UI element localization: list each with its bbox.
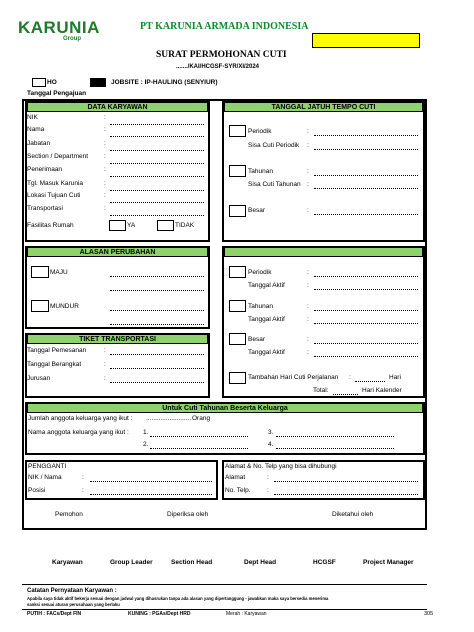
mundur-checkbox[interactable] <box>31 300 49 312</box>
besar-label: Besar <box>248 207 265 214</box>
colon: : <box>307 282 309 289</box>
keluarga-line-1[interactable] <box>150 436 248 437</box>
data-karyawan-label: Nama <box>27 126 45 133</box>
catatan-note-1: Apabila saya tidak aktif bekerja sesuai dengan jadwal yang dihasrukan tanpa ada alasan yang dipertanggung - jawabkan maka saya bersedia menerima <box>27 596 329 601</box>
tiket-header: TIKET TRANSPORTASI <box>27 334 208 344</box>
colon: : <box>104 114 106 121</box>
colon: : <box>307 303 309 310</box>
footer-bottom-line <box>22 609 427 610</box>
maju-line-2[interactable] <box>110 290 204 291</box>
ch-tahunan-aktif-label: Tanggal Aktif <box>248 316 285 323</box>
ch-tahunan-line[interactable] <box>314 310 418 311</box>
colon: : <box>267 487 269 494</box>
colon: : <box>307 181 309 188</box>
colon: : <box>104 192 106 199</box>
colon: : <box>307 316 309 323</box>
ch-tahunan-label: Tahunan <box>248 303 273 310</box>
colon: : <box>307 349 309 356</box>
keluarga-no-1: 1. <box>143 429 149 436</box>
orang-label: Orang <box>192 415 211 422</box>
pengganti-posisi-label: Posisi <box>28 487 46 494</box>
logo-text: KARUNIA <box>18 18 100 37</box>
ho-label: HO <box>47 79 57 86</box>
ch-periodik-aktif-label: Tanggal Aktif <box>248 282 285 289</box>
data-karyawan-line[interactable] <box>110 190 204 191</box>
pengganti-title: PENGGANTI <box>28 463 67 470</box>
maju-line-1[interactable] <box>110 276 204 277</box>
data-karyawan-label: Jabatan <box>27 140 51 147</box>
alasan-perubahan-header: ALASAN PERUBAHAN <box>27 247 208 257</box>
data-karyawan-line[interactable] <box>110 136 204 137</box>
data-karyawan-line[interactable] <box>110 124 204 125</box>
keluarga-line-2[interactable] <box>150 448 248 449</box>
colon: : <box>104 375 106 382</box>
colon: : <box>349 374 351 381</box>
colon: : <box>104 126 106 133</box>
data-karyawan-line[interactable] <box>110 176 204 177</box>
periodik-line[interactable] <box>314 135 418 136</box>
keluarga-header: Untuk Cuti Tahunan Beserta Keluarga <box>27 403 423 413</box>
colon: : <box>307 142 309 149</box>
tiket-line[interactable] <box>110 382 204 383</box>
signature-role: Karyawan <box>52 559 83 566</box>
total-label: Total: <box>313 387 329 394</box>
signature-role: Group Leader <box>110 559 153 566</box>
jumlah-dots[interactable]: ......................... <box>146 415 192 422</box>
colon: : <box>82 487 84 494</box>
colon: : <box>104 166 106 173</box>
catatan-label: Catatan Pernyataan Karyawan : <box>27 588 117 594</box>
alamat-title: Alamat & No. Telp yang bisa dihubungi <box>225 463 337 470</box>
hari-kalender-label: Hari Kalender <box>362 387 402 394</box>
logo-subtext: Group <box>63 36 81 42</box>
mundur-line-2[interactable] <box>110 324 204 325</box>
alasan-perubahan-panel <box>25 246 210 329</box>
merah-label: Merah : Karyawan <box>226 611 267 617</box>
tambahan-label: Tambahan Hari Cuti Perjalanan <box>248 374 339 381</box>
signature-role: HCGSF <box>313 559 336 566</box>
keluarga-line-4[interactable] <box>276 448 394 449</box>
tiket-label: Tanggal Berangkat <box>27 361 82 368</box>
alamat-line[interactable] <box>274 481 418 482</box>
company-name: PT KARUNIA ARMADA INDONESIA <box>140 21 309 32</box>
tidak-label: TIDAK <box>175 222 195 229</box>
telp-label: No. Telp. <box>225 487 251 494</box>
form-title: SURAT PERMOHONAN CUTI <box>156 50 287 60</box>
ya-label: YA <box>127 222 136 229</box>
form-number: ......./KAI/HCGSF-SYR/XI/2024 <box>176 64 260 70</box>
colon: : <box>82 474 84 481</box>
tanggal-pengajuan-label: Tanggal Pengajuan <box>27 90 87 97</box>
yellow-box[interactable] <box>312 33 420 48</box>
periodik-checkbox[interactable] <box>229 125 246 137</box>
data-karyawan-line[interactable] <box>110 202 204 203</box>
alamat-label: Alamat <box>225 474 246 481</box>
company-logo <box>18 18 98 48</box>
data-karyawan-label: Tgl. Masuk Karunia <box>27 180 83 187</box>
keluarga-line-3[interactable] <box>276 436 394 437</box>
sisa-tahunan-line[interactable] <box>314 188 418 189</box>
colon: : <box>307 336 309 343</box>
mundur-label: MUNDUR <box>50 303 79 310</box>
data-karyawan-label: Penerimaan <box>27 166 63 173</box>
ch-periodik-label: Periodik <box>248 269 272 276</box>
tiket-line[interactable] <box>110 368 204 369</box>
maju-label: MAJU <box>50 269 68 276</box>
pengganti-posisi-line[interactable] <box>90 494 212 495</box>
tahunan-line[interactable] <box>314 175 418 176</box>
pengganti-nik-label: NIK / Nama <box>28 474 62 481</box>
mundur-line-1[interactable] <box>110 310 204 311</box>
diperiksa-label: Diperiksa oleh <box>167 511 209 518</box>
jatuh-tempo-header: TANGGAL JATUH TEMPO CUTI <box>224 102 423 112</box>
jumlah-label: Jumlah anggota keluarga yang ikut : <box>28 415 133 422</box>
data-karyawan-label: Transportasi <box>27 205 63 212</box>
ch-periodik-aktif-line[interactable] <box>314 289 418 290</box>
ch-periodik-line[interactable] <box>314 276 418 277</box>
pengganti-nik-line[interactable] <box>90 481 212 482</box>
tiket-label: Tanggal Pemesanan <box>27 347 87 354</box>
ch-besar-aktif-label: Tanggal Aktif <box>248 349 285 356</box>
sisa-periodik-line[interactable] <box>314 149 418 150</box>
perubahan-right-header <box>224 247 423 257</box>
ho-checkbox[interactable] <box>32 78 46 87</box>
data-karyawan-label: NIK <box>27 114 38 121</box>
data-karyawan-line[interactable] <box>110 150 204 151</box>
ch-besar-line[interactable] <box>314 343 418 344</box>
ch-tahunan-aktif-line[interactable] <box>314 323 418 324</box>
tahunan-label: Tahunan <box>248 168 273 175</box>
total-line[interactable] <box>333 394 358 395</box>
telp-line[interactable] <box>274 494 418 495</box>
signature-role: Project Manager <box>363 559 414 566</box>
data-karyawan-line[interactable] <box>110 163 204 164</box>
data-karyawan-label: Lokasi Tujuan Cuti <box>27 192 81 199</box>
tiket-line[interactable] <box>110 354 204 355</box>
keluarga-no-2: 2. <box>143 441 149 448</box>
tidak-checkbox[interactable] <box>157 220 174 231</box>
jobsite-checkbox[interactable] <box>90 78 106 87</box>
page-number: 305 <box>424 611 434 617</box>
hari-label: Hari <box>389 374 401 381</box>
ch-periodik-checkbox[interactable] <box>229 266 246 278</box>
catatan-note-2: sanksi sesuai aturan perusahaan yang berlaku <box>27 602 120 607</box>
data-karyawan-line[interactable] <box>110 215 204 216</box>
ch-besar-label: Besar <box>248 336 265 343</box>
besar-line[interactable] <box>314 214 418 215</box>
colon: : <box>104 205 106 212</box>
jobsite-label: JOBSITE : IP-HAULING (SENYIUR) <box>111 79 218 86</box>
ch-besar-checkbox[interactable] <box>229 333 246 345</box>
colon: : <box>307 207 309 214</box>
colon: : <box>307 269 309 276</box>
tahunan-checkbox[interactable] <box>229 165 246 177</box>
ch-tahunan-checkbox[interactable] <box>229 300 246 312</box>
keluarga-no-4: 4. <box>268 441 274 448</box>
kuning-label: KUNING : PGAs/Dept HRD <box>128 611 191 617</box>
signature-role: Section Head <box>171 559 213 566</box>
putih-label: PUTIH : FACs/Dept FIN <box>27 611 82 617</box>
colon: : <box>104 140 106 147</box>
sisa-periodik-label: Sisa Cuti Periodik <box>248 142 300 149</box>
tiket-label: Jurusan <box>27 375 51 382</box>
sisa-tahunan-label: Sisa Cuti Tahunan <box>248 181 301 188</box>
tambahan-line[interactable] <box>355 381 385 382</box>
signature-role: Dept Head <box>244 559 277 566</box>
footer-top-line <box>22 584 427 585</box>
maju-checkbox[interactable] <box>31 266 49 278</box>
colon: : <box>104 180 106 187</box>
colon: : <box>104 153 106 160</box>
diketahui-label: Diketahui oleh <box>332 511 374 518</box>
data-karyawan-label: Section / Department <box>27 153 89 160</box>
colon: : <box>104 347 106 354</box>
pemohon-label: Pemohon <box>55 511 83 518</box>
colon: : <box>307 128 309 135</box>
colon: : <box>307 168 309 175</box>
ya-checkbox[interactable] <box>109 220 126 231</box>
data-karyawan-label: Fasilitas Rumah <box>27 222 74 229</box>
colon: : <box>104 361 106 368</box>
nama-keluarga-label: Nama anggota keluarga yang ikut : <box>28 429 129 436</box>
periodik-label: Periodik <box>248 128 272 135</box>
tambahan-checkbox[interactable] <box>229 372 246 384</box>
ch-besar-aktif-line[interactable] <box>314 356 418 357</box>
keluarga-no-3: 3. <box>268 429 274 436</box>
data-karyawan-header: DATA KARYAWAN <box>27 102 208 112</box>
colon: : <box>267 474 269 481</box>
besar-checkbox[interactable] <box>229 205 246 217</box>
